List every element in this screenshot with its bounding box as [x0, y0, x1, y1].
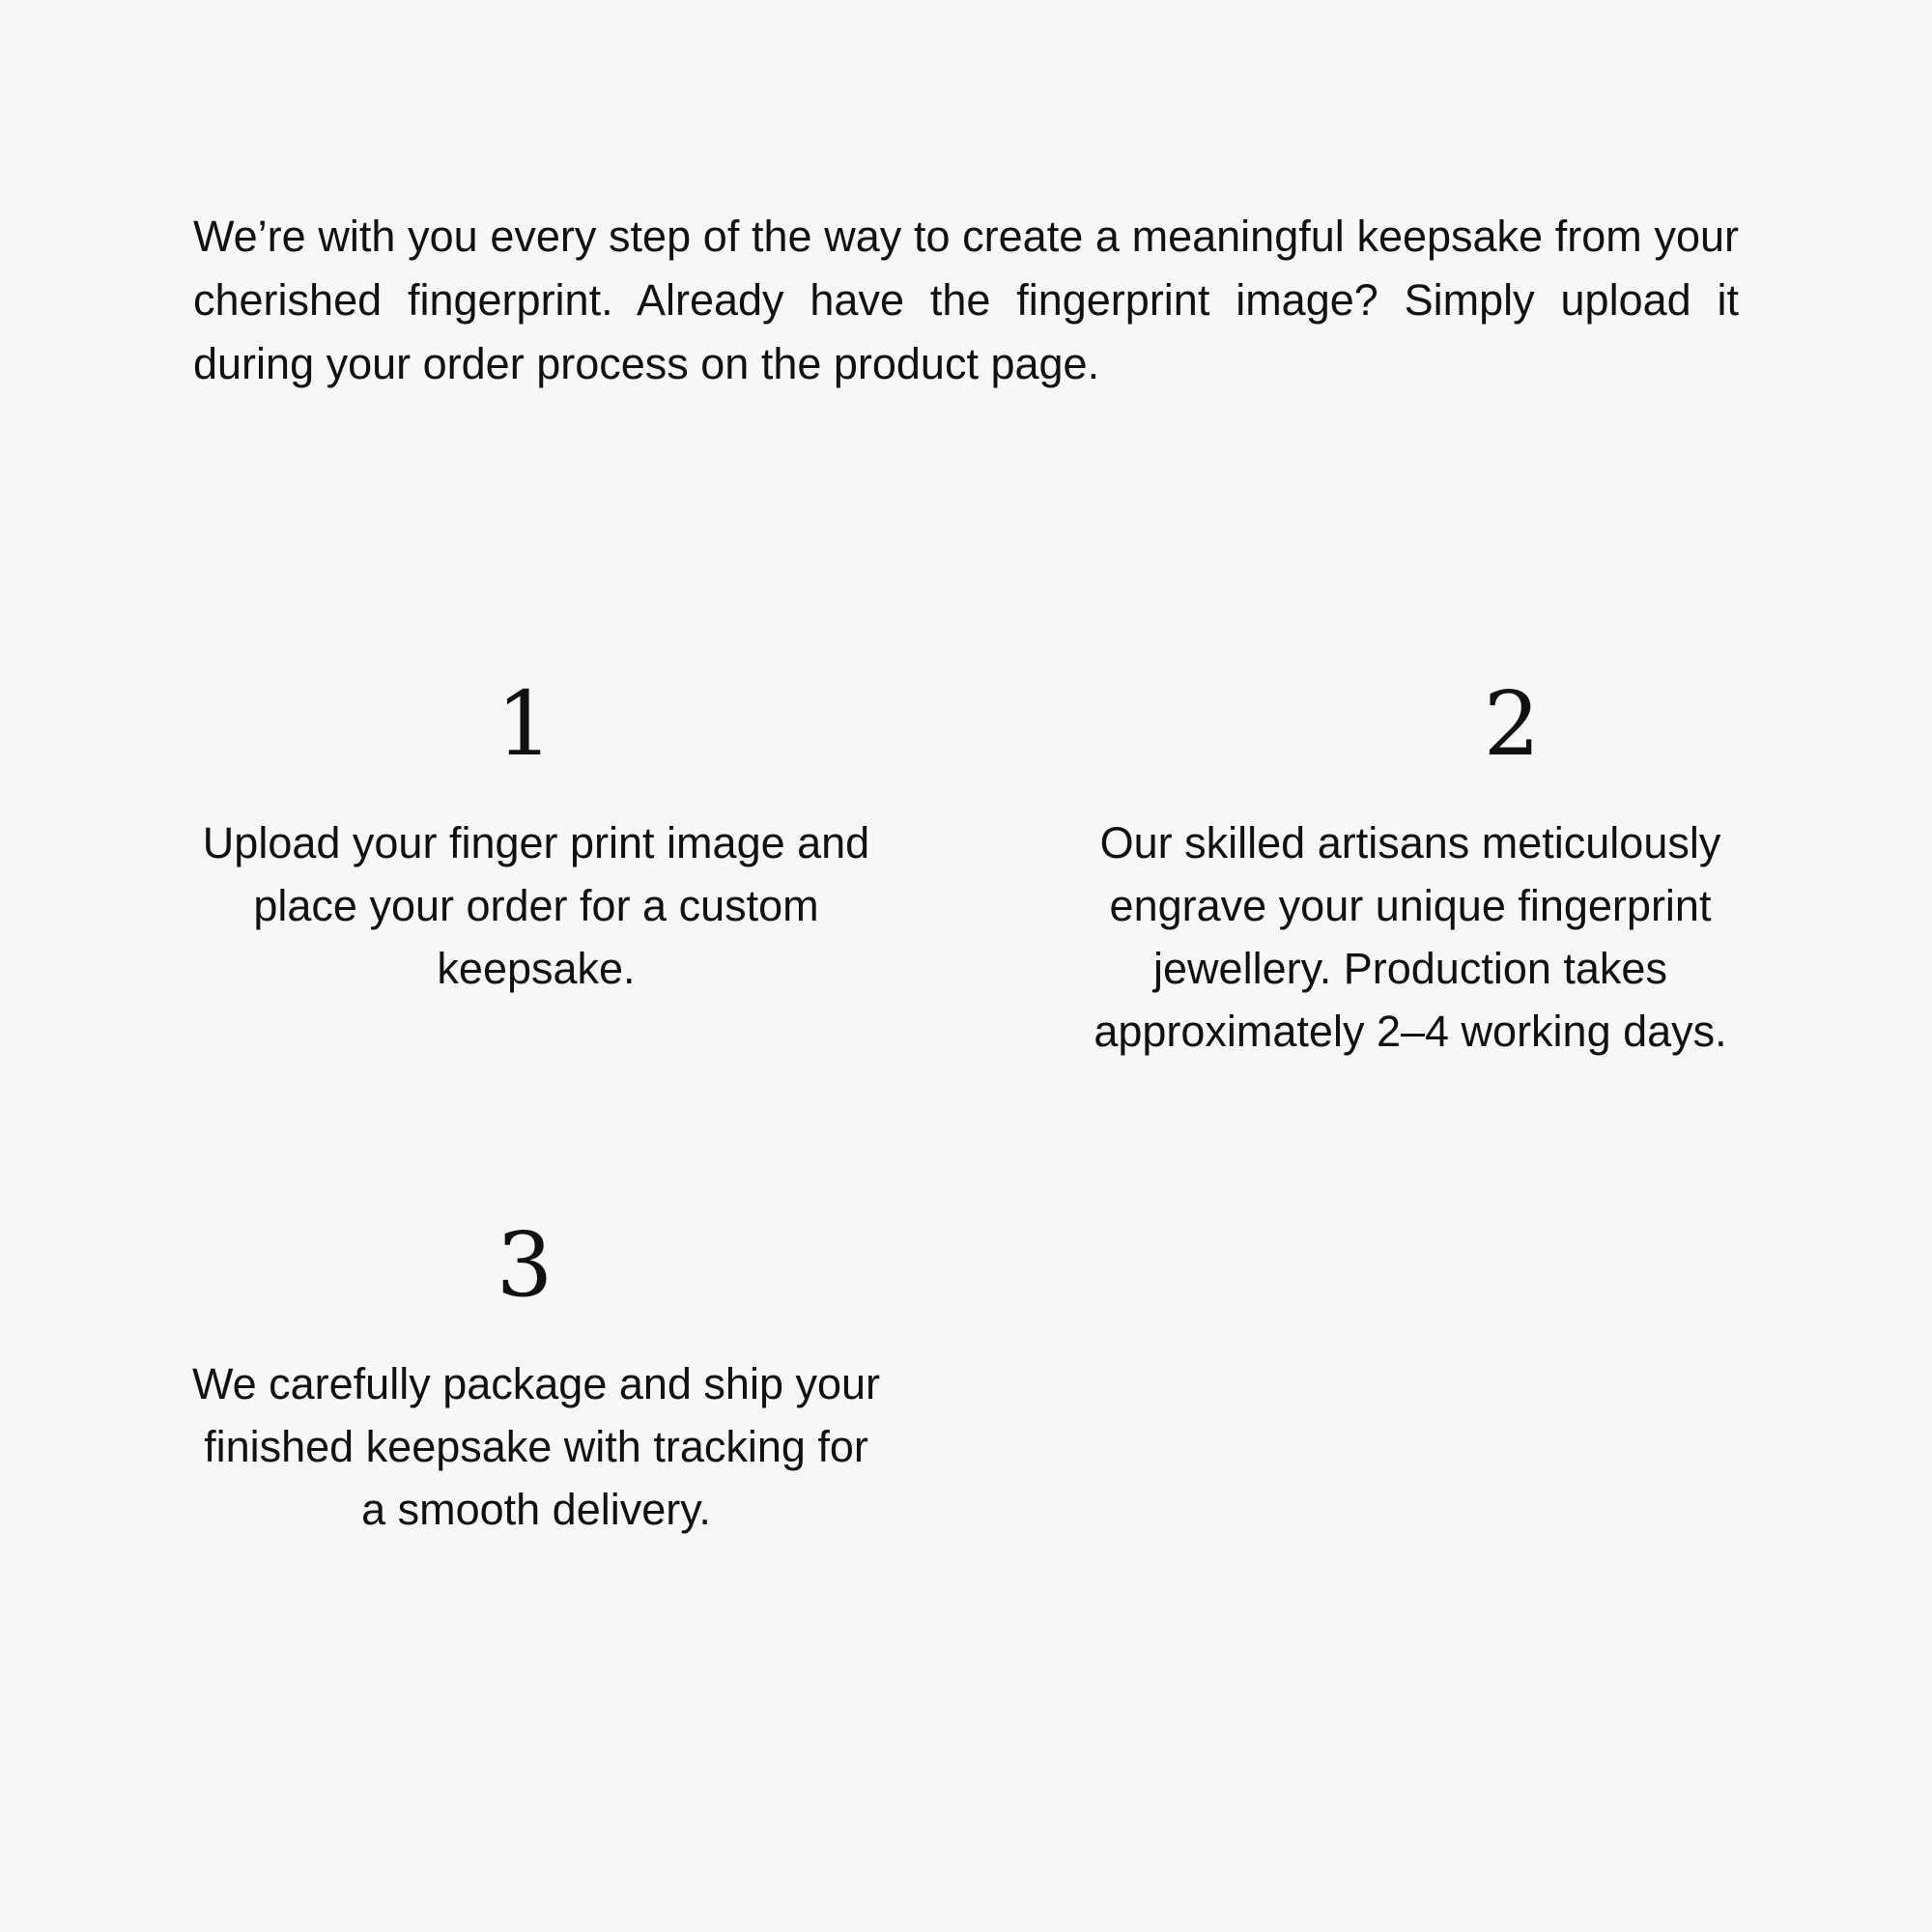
- step-number: 3: [496, 1213, 554, 1317]
- step-number: 2: [1483, 672, 1541, 776]
- step-description: Our skilled artisans meticulously engrave your unique fingerprint jewellery. Production takes approximately 2–4 working days.: [1094, 818, 1727, 1056]
- intro-paragraph: We’re with you every step of the way to create a meaningful keepsake from your cherished fingerprint. Already have the fingerprint image? Simply upload it during your order process on the product page.: [193, 212, 1739, 388]
- step-3: [188, 1213, 884, 1541]
- step-description: Upload your finger print image and place your order for a custom keepsake.: [202, 818, 870, 993]
- step-number: 1: [496, 672, 554, 776]
- step-1: [188, 672, 884, 1000]
- step-2: [1063, 672, 1758, 1063]
- step-description: We carefully package and ship your finished keepsake with tracking for a smooth delivery.: [191, 1359, 881, 1534]
